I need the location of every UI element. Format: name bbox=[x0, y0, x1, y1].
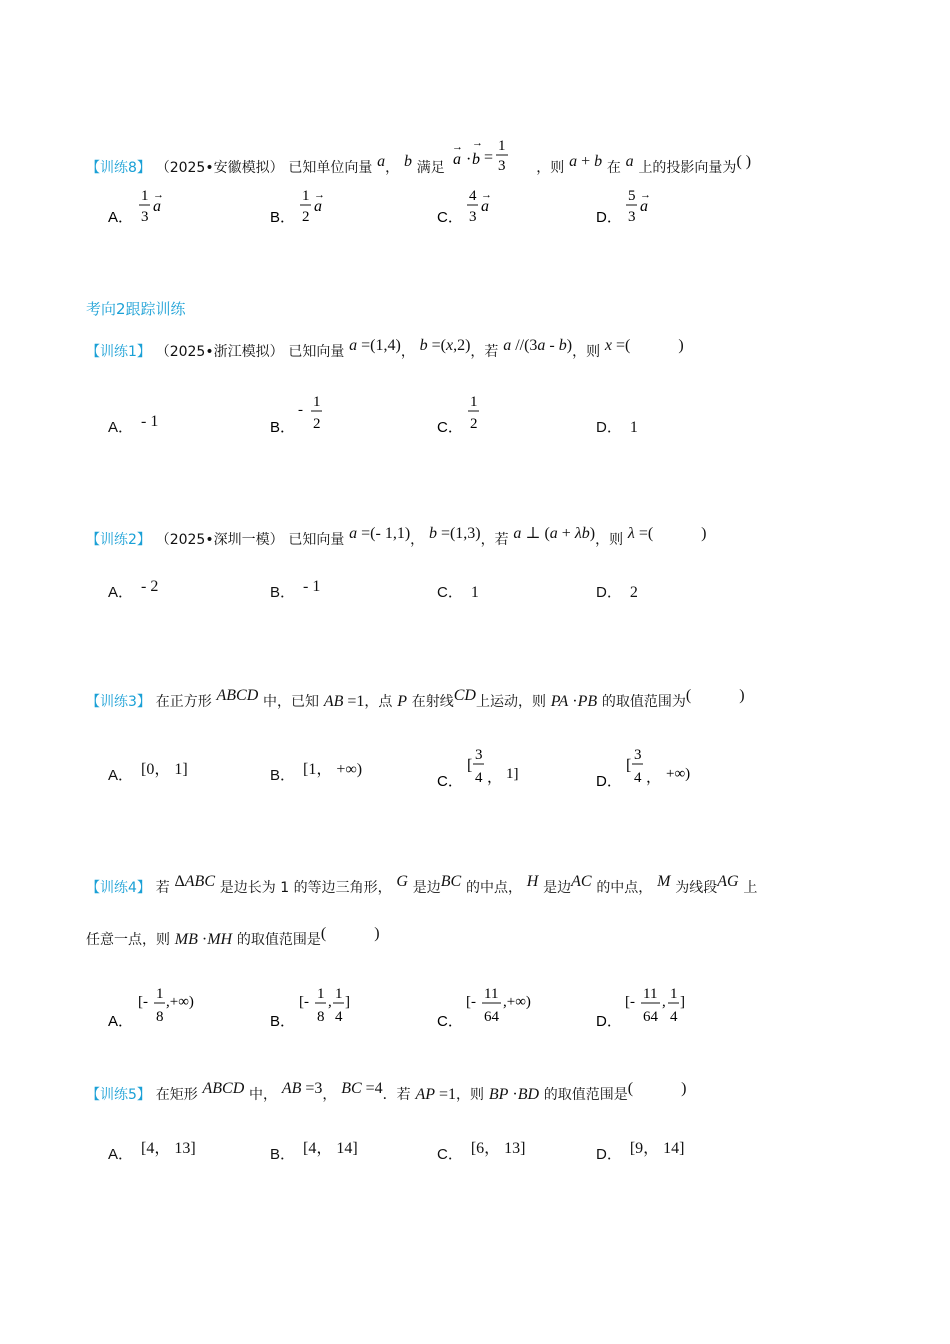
problem-tag: 【训练1】 bbox=[86, 344, 151, 360]
svg-text:]: ] bbox=[345, 994, 350, 1010]
svg-text:→: → bbox=[640, 189, 651, 201]
option-a[interactable]: A． - 1 bbox=[108, 413, 159, 436]
svg-text:[: [ bbox=[626, 757, 632, 774]
option-c[interactable] bbox=[437, 742, 547, 798]
problem-stem-line-2: 任意一点，则 MB ·MH 的取值范围是( ) bbox=[86, 925, 380, 948]
svg-text:[-: [- bbox=[138, 994, 148, 1010]
svg-text:1: 1 bbox=[335, 986, 343, 1002]
option-d[interactable]: D． [9， 14] bbox=[596, 1140, 685, 1163]
svg-text:3: 3 bbox=[475, 747, 483, 763]
svg-text:[-: [- bbox=[299, 994, 309, 1010]
svg-text:4: 4 bbox=[670, 1009, 678, 1025]
svg-text:b: b bbox=[471, 151, 480, 168]
svg-text:D．: D． bbox=[596, 1013, 622, 1030]
svg-text:B．: B． bbox=[270, 1013, 296, 1030]
svg-text:5: 5 bbox=[628, 188, 636, 204]
section-heading: 考向2跟踪训练 bbox=[86, 300, 186, 318]
svg-text:，: ， bbox=[646, 770, 662, 786]
svg-text:3: 3 bbox=[141, 209, 149, 225]
svg-text:1: 1 bbox=[313, 394, 321, 410]
svg-text:,: , bbox=[328, 994, 332, 1010]
option-d[interactable]: D． 1 bbox=[596, 419, 638, 436]
option-c[interactable]: C． [6， 13] bbox=[437, 1140, 526, 1163]
option-c[interactable] bbox=[437, 984, 557, 1038]
svg-text:C．: C． bbox=[437, 419, 463, 436]
svg-text:2: 2 bbox=[313, 416, 321, 432]
svg-text:=: = bbox=[483, 149, 493, 166]
svg-text:，: ， bbox=[487, 770, 503, 786]
option-a[interactable]: A． [4， 13] bbox=[108, 1140, 196, 1163]
svg-text:B．: B． bbox=[270, 209, 296, 226]
problem-stem-line-1: 【训练4】 若 ΔABC 是边长为 1 的等边三角形， G 是边BC 的中点， H 是边AC 的中点， M 为线段AG 上 bbox=[86, 873, 758, 896]
svg-text:8: 8 bbox=[156, 1009, 164, 1025]
svg-text:1: 1 bbox=[670, 986, 678, 1002]
svg-text:1: 1 bbox=[317, 986, 325, 1002]
svg-text:4: 4 bbox=[469, 188, 477, 204]
problem-source: （2025•安徽模拟） bbox=[155, 160, 284, 176]
option-d[interactable] bbox=[596, 742, 716, 798]
svg-text:64: 64 bbox=[484, 1009, 499, 1025]
problem-stem: 【训练2】 （2025•深圳一模） 已知向量 a =(- 1,1)， b =(1,3)，若 a ⊥ (a + λb)，则 λ =( ) bbox=[86, 525, 707, 548]
option-b[interactable]: B． [1， +∞) bbox=[270, 761, 363, 784]
svg-text:3: 3 bbox=[497, 158, 505, 174]
svg-text:1: 1 bbox=[141, 188, 149, 204]
option-c[interactable] bbox=[437, 186, 517, 238]
svg-text:1]: 1] bbox=[506, 766, 519, 782]
option-b[interactable]: B． [4， 14] bbox=[270, 1140, 358, 1163]
svg-text:→: → bbox=[451, 141, 463, 153]
svg-text:4: 4 bbox=[335, 1009, 343, 1025]
problem-stem: 【训练3】 在正方形 ABCD 中，已知 AB =1，点 P 在射线CD上运动，则 PA ·PB 的取值范围为( ) bbox=[86, 687, 745, 710]
svg-text:,: , bbox=[662, 994, 666, 1010]
option-a[interactable]: A． - 2 bbox=[108, 578, 159, 601]
svg-text:]: ] bbox=[680, 994, 685, 1010]
svg-text:,+∞): ,+∞) bbox=[503, 994, 531, 1010]
problem-source: （2025•浙江模拟） bbox=[155, 344, 284, 360]
svg-text:a: a bbox=[452, 151, 461, 168]
svg-text:8: 8 bbox=[317, 1009, 325, 1025]
svg-text:→: → bbox=[471, 137, 483, 149]
problem-tag: 【训练3】 bbox=[86, 694, 151, 710]
problem-tag: 【训练4】 bbox=[86, 880, 151, 896]
option-b[interactable]: B． - 1 bbox=[270, 578, 321, 601]
svg-text:4: 4 bbox=[634, 770, 642, 786]
option-c[interactable] bbox=[437, 392, 507, 444]
option-b[interactable] bbox=[270, 186, 350, 238]
svg-text:C．: C． bbox=[437, 209, 463, 226]
svg-text:D．: D． bbox=[596, 773, 622, 790]
svg-text:3: 3 bbox=[628, 209, 636, 225]
svg-text:64: 64 bbox=[643, 1009, 658, 1025]
svg-text:3: 3 bbox=[469, 209, 477, 225]
option-a[interactable]: A． [0， 1] bbox=[108, 761, 188, 784]
svg-text:a: a bbox=[314, 198, 322, 215]
problem-stem: 【训练8】 （2025•安徽模拟） 已知单位向量 a， b 满足 → → a · b = 1 3 ，则 a + b 在 a 上的投影向量为( ) bbox=[86, 137, 752, 176]
svg-text:·: · bbox=[465, 151, 471, 168]
svg-text:11: 11 bbox=[643, 986, 658, 1002]
svg-text:,+∞): ,+∞) bbox=[166, 994, 194, 1010]
svg-text:11: 11 bbox=[484, 986, 499, 1002]
option-b[interactable] bbox=[270, 984, 380, 1038]
problem-source: （2025•深圳一模） bbox=[155, 532, 284, 548]
problem-tag: 【训练8】 bbox=[86, 160, 151, 176]
problem-stem: 【训练5】 在矩形 ABCD 中， AB =3， BC =4．若 AP =1，则 BP ·BD 的取值范围是( ) bbox=[86, 1080, 687, 1103]
svg-text:→: → bbox=[314, 189, 325, 201]
svg-text:4: 4 bbox=[475, 770, 483, 786]
svg-text:[: [ bbox=[467, 757, 473, 774]
option-d[interactable]: D． 2 bbox=[596, 584, 638, 601]
svg-text:2: 2 bbox=[302, 209, 310, 225]
option-a[interactable] bbox=[108, 186, 188, 238]
svg-text:+∞): +∞) bbox=[666, 766, 691, 782]
svg-text:a: a bbox=[481, 198, 489, 215]
svg-text:-: - bbox=[298, 402, 303, 418]
svg-text:C．: C． bbox=[437, 773, 463, 790]
svg-text:a: a bbox=[153, 198, 161, 215]
problem-tag: 【训练2】 bbox=[86, 532, 151, 548]
option-d[interactable] bbox=[596, 984, 716, 1038]
problem-stem: 【训练1】 （2025•浙江模拟） 已知向量 a =(1,4)， b =(x,2)，若 a //(3a - b)，则 x =( ) bbox=[86, 337, 684, 360]
svg-text:→: → bbox=[153, 189, 164, 201]
svg-text:1: 1 bbox=[302, 188, 310, 204]
svg-text:3: 3 bbox=[634, 747, 642, 763]
svg-text:2: 2 bbox=[470, 416, 478, 432]
svg-text:B．: B． bbox=[270, 419, 296, 436]
dot-product-expression bbox=[450, 137, 532, 174]
problem-tag: 【训练5】 bbox=[86, 1087, 151, 1103]
option-b[interactable] bbox=[270, 392, 340, 444]
svg-text:A．: A． bbox=[108, 1013, 134, 1030]
svg-text:a: a bbox=[640, 198, 648, 215]
svg-text:1: 1 bbox=[497, 138, 505, 154]
svg-text:[-: [- bbox=[625, 994, 635, 1010]
svg-text:C．: C． bbox=[437, 1013, 463, 1030]
option-c[interactable]: C． 1 bbox=[437, 584, 479, 601]
svg-text:1: 1 bbox=[156, 986, 164, 1002]
svg-text:[-: [- bbox=[466, 994, 476, 1010]
svg-text:1: 1 bbox=[470, 394, 478, 410]
option-a[interactable] bbox=[108, 984, 218, 1038]
svg-text:→: → bbox=[481, 189, 492, 201]
option-d[interactable] bbox=[596, 186, 676, 238]
svg-text:D．: D． bbox=[596, 209, 622, 226]
svg-text:A．: A． bbox=[108, 209, 134, 226]
